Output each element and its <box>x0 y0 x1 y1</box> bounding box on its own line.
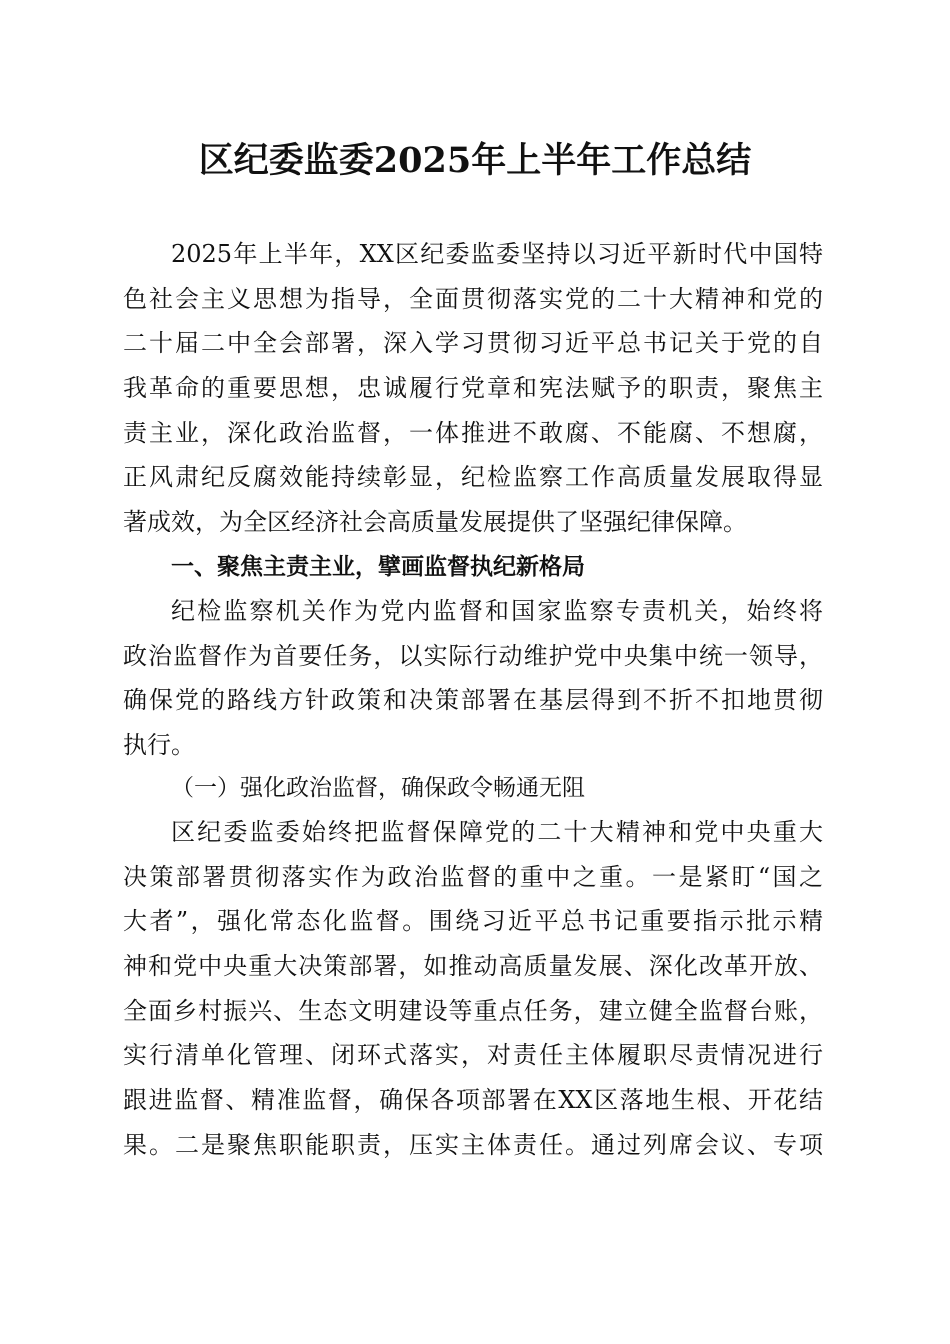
paragraph-line: 决策部署贯彻落实作为政治监督的重中之重。一是紧盯“国之 <box>123 862 823 891</box>
subsection-heading-text: （一）强化政治监督，确保政令畅通无阻 <box>171 775 585 801</box>
paragraph-line: 神和党中央重大决策部署，如推动高质量发展、深化改革开放、 <box>123 952 823 981</box>
document-title: 区纪委监委2025年上半年工作总结 <box>198 140 752 181</box>
paragraph-section-1 <box>123 589 823 768</box>
paragraph-line: 政治监督作为首要任务，以实际行动维护党中央集中统一领导， <box>123 641 823 670</box>
paragraph-line: 确保党的路线方针政策和决策部署在基层得到不折不扣地贯彻 <box>123 686 823 715</box>
paragraph-line: 著成效，为全区经济社会高质量发展提供了坚强纪律保障。 <box>123 508 747 537</box>
paragraph-line: 色社会主义思想为指导，全面贯彻落实党的二十大精神和党的 <box>123 284 823 313</box>
paragraph-line: 我革命的重要思想，忠诚履行党章和宪法赋予的职责，聚焦主 <box>123 374 823 403</box>
paragraph-line: 正风肃纪反腐效能持续彰显，纪检监察工作高质量发展取得显 <box>123 463 823 492</box>
paragraph-line: 区纪委监委始终把监督保障党的二十大精神和党中央重大 <box>171 818 823 846</box>
paragraph-line: 大者”，强化常态化监督。围绕习近平总书记重要指示批示精 <box>123 907 823 936</box>
paragraph-line: 全面乡村振兴、生态文明建设等重点任务，建立健全监督台账， <box>123 996 823 1025</box>
section-heading-1 <box>123 545 823 590</box>
paragraph-intro <box>123 232 823 545</box>
paragraph-line: 跟进监督、精准监督，确保各项部署在XX区落地生根、开花结 <box>123 1086 823 1115</box>
paragraph-line: 执行。 <box>123 731 195 760</box>
paragraph-subsection-1 <box>123 810 823 1168</box>
paragraph-line: 实行清单化管理、闭环式落实，对责任主体履职尽责情况进行 <box>123 1041 823 1070</box>
paragraph-line: 纪检监察机关作为党内监督和国家监察专责机关，始终将 <box>171 597 823 625</box>
paragraph-line: 果。二是聚焦职能职责，压实主体责任。通过列席会议、专项 <box>123 1130 823 1159</box>
subsection-heading-1 <box>123 766 823 811</box>
section-heading-text: 一、聚焦主责主业，擘画监督执纪新格局 <box>171 554 585 580</box>
paragraph-line: 二十届二中全会部署，深入学习贯彻习近平总书记关于党的自 <box>123 329 823 358</box>
paragraph-line: 责主业，深化政治监督，一体推进不敢腐、不能腐、不想腐， <box>123 418 823 447</box>
paragraph-line: 2025年上半年，XX区纪委监委坚持以习近平新时代中国特 <box>171 240 823 268</box>
